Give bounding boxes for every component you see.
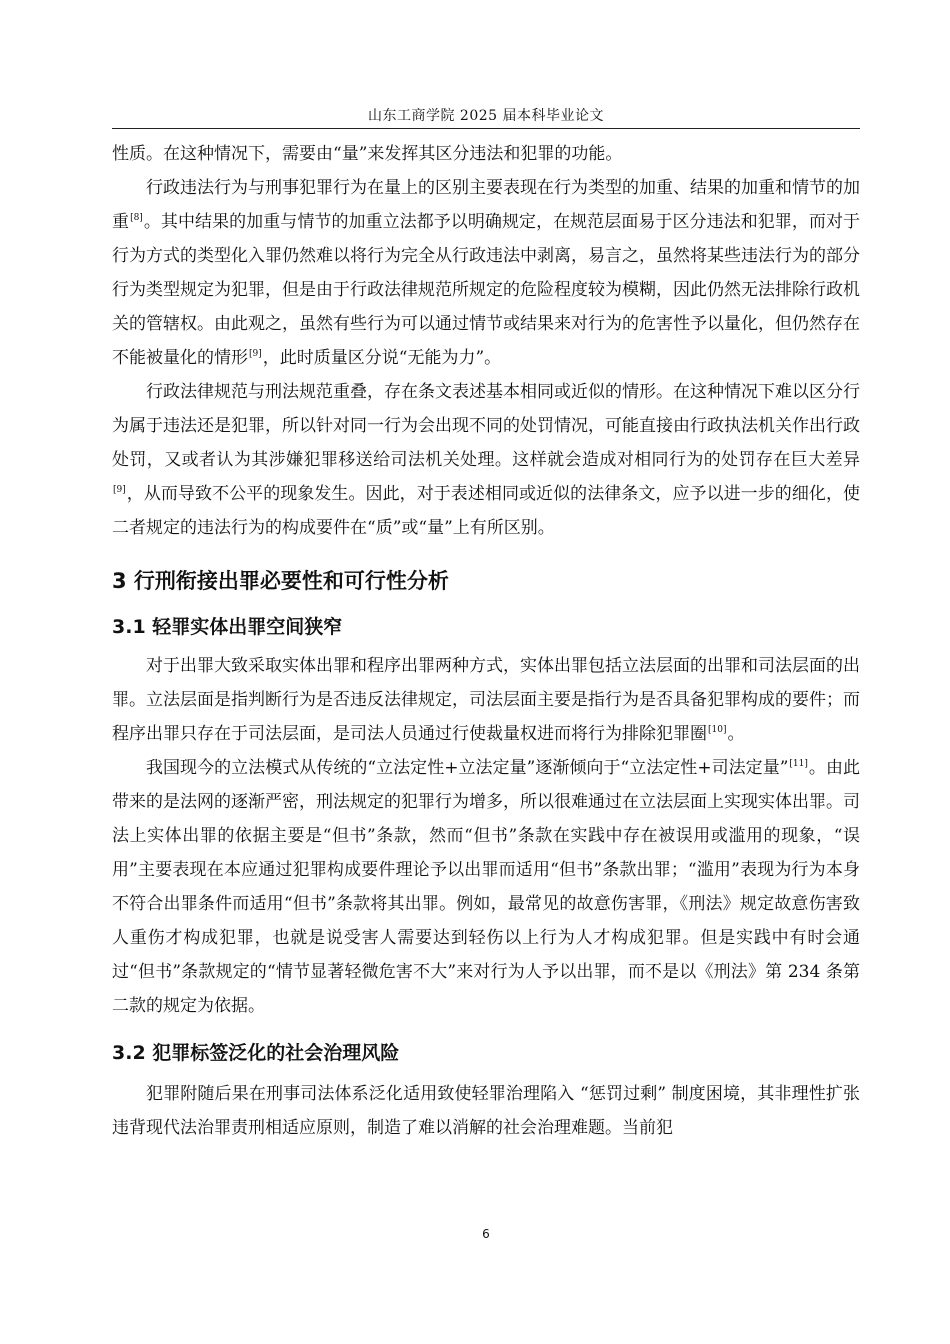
page-header: 山东工商学院 2025 届本科毕业论文 [367, 108, 605, 124]
paragraph-text: 。 [727, 724, 745, 744]
page-body [112, 137, 860, 1145]
subsection-heading: 3.2 犯罪标签泛化的社会治理风险 [112, 1042, 400, 1064]
citation-link[interactable]: [9] [113, 485, 126, 495]
page-number: 6 [482, 1227, 490, 1241]
paragraph-text: 我国现今的立法模式从传统的“立法定性+立法定量”逐渐倾向于“立法定性+司法定量” [146, 758, 789, 778]
paragraph [112, 171, 860, 375]
paragraph-text: ，从而导致不公平的现象发生。因此，对于表述相同或近似的法律条文，应予以进一步的细化，使二者规定的违法行为的构成要件在“质”或“量”上有所区别。 [112, 484, 860, 538]
subsection-heading: 3.1 轻罪实体出罪空间狭窄 [112, 616, 343, 638]
paragraph [112, 375, 860, 545]
paragraph: 性质。在这种情况下，需要由“量”来发挥其区分违法和犯罪的功能。 [112, 144, 623, 164]
citation-link[interactable]: [11] [789, 759, 808, 769]
paragraph-text: 行政法律规范与刑法规范重叠，存在条文表述基本相同或近似的情形。在这种情况下难以区分行为属于违法还是犯罪，所以针对同一行为会出现不同的处罚情况，可能直接由行政执法机关作出行政处罚，又或者认为其涉嫌犯罪移送给司法机关处理。这样就会造成对相同行为的处罚存在巨大差异 [112, 382, 860, 470]
paragraph-text: 对于出罪大致采取实体出罪和程序出罪两种方式，实体出罪包括立法层面的出罪和司法层面的出罪。立法层面是指判断行为是否违反法律规定，司法层面主要是指行为是否具备犯罪构成的要件；而程序出罪只存在于司法层面，是司法人员通过行使裁量权进而将行为排除犯罪圈 [112, 656, 860, 744]
section-heading: 3 行刑衔接出罪必要性和可行性分析 [112, 569, 449, 593]
paragraph: 犯罪附随后果在刑事司法体系泛化适用致使轻罪治理陷入 “惩罚过剩” 制度困境，其非理性扩张违背现代法治罪责刑相适应原则，制造了难以消解的社会治理难题。当前犯 [112, 1084, 860, 1138]
paragraph-text: 行政违法行为与刑事犯罪行为在量上的区别主要表现在行为类型的加重、结果的加重和情节的加重 [112, 178, 860, 232]
header-rule [112, 128, 860, 129]
citation-link[interactable]: [8] [130, 213, 143, 223]
paragraph-text: 。其中结果的加重与情节的加重立法都予以明确规定，在规范层面易于区分违法和犯罪，而对于行为方式的类型化入罪仍然难以将行为完全从行政违法中剥离，易言之，虽然将某些违法行为的部分行为类型规定为犯罪，但是由于行政法律规范所规定的危险程度较为模糊，因此仍然无法排除行政机关的管辖权。由此观之，虽然有些行为可以通过情节或结果来对行为的危害性予以量化，但仍然存在不能被量化的情形 [112, 212, 861, 368]
paragraph-text: 。由此带来的是法网的逐渐严密，刑法规定的犯罪行为增多，所以很难通过在立法层面上实现实体出罪。司法上实体出罪的依据主要是“但书”条款，然而“但书”条款在实践中存在被误用或滥用的现象，“误用”主要表现在本应通过犯罪构成要件理论予以出罪而适用“但书”条款出罪；“滥用”表现为行为本身不符合出罪条件而适用“但书”条款将其出罪。例如，最常见的故意伤害罪，《刑法》规定故意伤害致人重伤才构成犯罪，也就是说受害人需要达到轻伤以上行为人才构成犯罪。但是实践中有时会通过“但书”条款规定的“情节显著轻微危害不大”来对行为人予以出罪，而不是以《刑法》第 234 条第二款的规定为依据。 [112, 758, 860, 1016]
paragraph [112, 751, 860, 1023]
citation-link[interactable]: [10] [708, 725, 727, 735]
citation-link[interactable]: [9] [249, 349, 262, 359]
paragraph-text: ，此时质量区分说“无能为力”。 [262, 348, 502, 368]
paragraph [112, 649, 860, 751]
